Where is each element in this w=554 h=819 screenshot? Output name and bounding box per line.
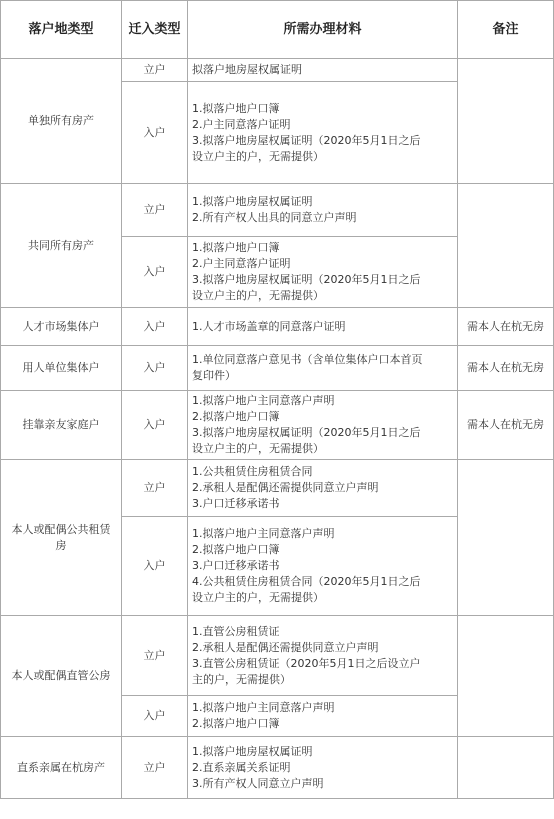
materials-cell bbox=[188, 737, 458, 799]
material-line: 2.户主同意落户证明 bbox=[192, 117, 291, 131]
material-line: 3.所有产权人同意立户声明 bbox=[192, 776, 324, 790]
material-line: 2.承租人是配偶还需提供同意立户声明 bbox=[192, 640, 379, 654]
materials-cell bbox=[188, 616, 458, 696]
migration-type-cell: 立户 bbox=[122, 737, 188, 799]
material-line: 设立户主的户，无需提供） bbox=[192, 442, 324, 455]
material-line: 1.拟落户地户口簿 bbox=[192, 241, 280, 254]
remarks-cell: 需本人在杭无房 bbox=[458, 308, 554, 346]
header-migration-type: 迁入类型 bbox=[122, 1, 188, 59]
materials-cell bbox=[188, 460, 458, 517]
remarks-cell bbox=[458, 184, 554, 308]
table-row bbox=[1, 737, 554, 799]
table-row bbox=[1, 59, 554, 82]
material-line: 3.户口迁移承诺书 bbox=[192, 559, 280, 572]
materials-cell bbox=[188, 696, 458, 737]
settlement-type-cell: 单独所有房产 bbox=[1, 59, 122, 184]
materials-cell bbox=[188, 82, 458, 184]
material-line: 1.直管公房租赁证 bbox=[192, 624, 280, 638]
settlement-type-cell: 直系亲属在杭房产 bbox=[1, 737, 122, 799]
material-line: 4.公共租赁住房租赁合同（2020年5月1日之后 bbox=[192, 575, 421, 588]
material-line: 1.单位同意落户意见书（含单位集体户口本首页 bbox=[192, 353, 423, 366]
material-line: 2.拟落户地户口簿 bbox=[192, 543, 280, 556]
settlement-type-cell: 人才市场集体户 bbox=[1, 308, 122, 346]
settlement-type-cell: 用人单位集体户 bbox=[1, 346, 122, 391]
table-row bbox=[1, 616, 554, 696]
remarks-cell: 需本人在杭无房 bbox=[458, 346, 554, 391]
material-line: 2.所有产权人出具的同意立户声明 bbox=[192, 211, 357, 224]
migration-type-cell: 入户 bbox=[122, 696, 188, 737]
migration-type-cell: 立户 bbox=[122, 616, 188, 696]
material-line: 2.承租人是配偶还需提供同意立户声明 bbox=[192, 481, 379, 494]
migration-type-cell: 立户 bbox=[122, 460, 188, 517]
material-line: 设立户主的户，无需提供） bbox=[192, 149, 324, 163]
material-line: 复印件） bbox=[192, 369, 236, 382]
material-line: 1.拟落户地户主同意落户声明 bbox=[192, 527, 335, 540]
migration-type-cell: 立户 bbox=[122, 59, 188, 82]
material-line: 1.拟落户地户主同意落户声明 bbox=[192, 394, 335, 407]
remarks-cell bbox=[458, 460, 554, 616]
material-line: 2.拟落户地户口簿 bbox=[192, 717, 280, 730]
material-line: 2.直系亲属关系证明 bbox=[192, 760, 291, 774]
header-required-materials: 所需办理材料 bbox=[188, 1, 458, 59]
migration-type-cell: 入户 bbox=[122, 237, 188, 308]
materials-cell bbox=[188, 237, 458, 308]
migration-type-cell: 立户 bbox=[122, 184, 188, 237]
material-line: 3.户口迁移承诺书 bbox=[192, 497, 280, 510]
migration-type-cell: 入户 bbox=[122, 391, 188, 460]
table-body bbox=[1, 59, 554, 799]
material-line: 1.公共租赁住房租赁合同 bbox=[192, 465, 313, 478]
material-line: 拟落户地房屋权属证明 bbox=[192, 63, 302, 76]
remarks-cell: 需本人在杭无房 bbox=[458, 391, 554, 460]
material-line: 1.拟落户地房屋权属证明 bbox=[192, 744, 313, 758]
material-line: 2.户主同意落户证明 bbox=[192, 257, 291, 270]
material-line: 1.拟落户地户口簿 bbox=[192, 101, 280, 115]
settlement-type-cell: 挂靠亲友家庭户 bbox=[1, 391, 122, 460]
settlement-type-cell: 本人或配偶公共租赁房 bbox=[1, 460, 122, 616]
material-line: 2.拟落户地户口簿 bbox=[192, 410, 280, 423]
header-settlement-type: 落户地类型 bbox=[1, 1, 122, 59]
materials-cell bbox=[188, 59, 458, 82]
materials-cell bbox=[188, 184, 458, 237]
table-row bbox=[1, 391, 554, 460]
settlement-type-cell: 共同所有房产 bbox=[1, 184, 122, 308]
table-row bbox=[1, 184, 554, 237]
material-line: 1.人才市场盖章的同意落户证明 bbox=[192, 319, 346, 333]
table-header-row bbox=[1, 1, 554, 59]
migration-type-cell: 入户 bbox=[122, 82, 188, 184]
migration-type-cell: 入户 bbox=[122, 517, 188, 616]
material-line: 3.直管公房租赁证（2020年5月1日之后设立户 bbox=[192, 656, 421, 670]
migration-type-cell: 入户 bbox=[122, 346, 188, 391]
material-line: 3.拟落户地房屋权属证明（2020年5月1日之后 bbox=[192, 426, 421, 439]
migration-type-cell: 入户 bbox=[122, 308, 188, 346]
material-line: 设立户主的户，无需提供） bbox=[192, 289, 324, 302]
material-line: 设立户主的户，无需提供） bbox=[192, 591, 324, 604]
materials-cell bbox=[188, 517, 458, 616]
material-line: 主的户，无需提供） bbox=[192, 672, 291, 686]
header-remarks: 备注 bbox=[458, 1, 554, 59]
settlement-type-cell: 本人或配偶直管公房 bbox=[1, 616, 122, 737]
material-line: 3.拟落户地房屋权属证明（2020年5月1日之后 bbox=[192, 133, 421, 147]
materials-cell bbox=[188, 308, 458, 346]
material-line: 1.拟落户地户主同意落户声明 bbox=[192, 701, 335, 714]
table-row bbox=[1, 460, 554, 517]
remarks-cell bbox=[458, 737, 554, 799]
remarks-cell bbox=[458, 59, 554, 184]
material-line: 1.拟落户地房屋权属证明 bbox=[192, 195, 313, 208]
material-line: 3.拟落户地房屋权属证明（2020年5月1日之后 bbox=[192, 273, 421, 286]
materials-cell bbox=[188, 391, 458, 460]
remarks-cell bbox=[458, 616, 554, 737]
table-row bbox=[1, 308, 554, 346]
table-row bbox=[1, 346, 554, 391]
materials-cell bbox=[188, 346, 458, 391]
